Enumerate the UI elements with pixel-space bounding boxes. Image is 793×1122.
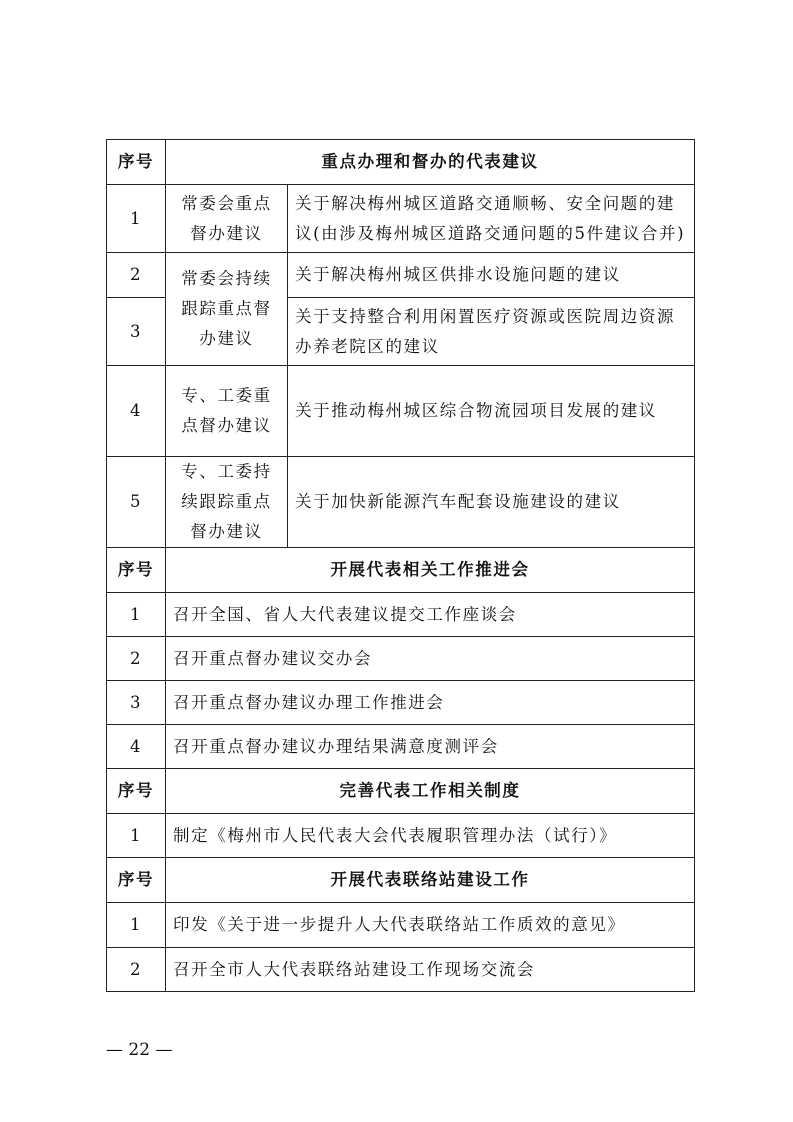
table-row bbox=[107, 185, 695, 253]
table-row bbox=[107, 366, 695, 457]
section-title: 重点办理和督办的代表建议 bbox=[166, 140, 695, 185]
row-text: 关于解决梅州城区供排水设施问题的建议 bbox=[288, 253, 695, 298]
table-row bbox=[107, 725, 695, 769]
header-no: 序号 bbox=[107, 548, 166, 593]
row-text: 关于推动梅州城区综合物流园项目发展的建议 bbox=[288, 366, 695, 457]
table-row bbox=[107, 903, 695, 948]
row-category: 常委会持续跟踪重点督办建议 bbox=[166, 253, 288, 366]
header-no: 序号 bbox=[107, 858, 166, 903]
page-number: — 22 — bbox=[106, 1040, 173, 1060]
row-number: 2 bbox=[107, 637, 166, 681]
row-number: 1 bbox=[107, 814, 166, 858]
row-number: 2 bbox=[107, 948, 166, 992]
table-row bbox=[107, 814, 695, 858]
table-row bbox=[107, 253, 695, 298]
row-category: 常委会重点督办建议 bbox=[166, 185, 288, 253]
row-category: 专、工委重点督办建议 bbox=[166, 366, 288, 457]
row-text: 关于加快新能源汽车配套设施建设的建议 bbox=[288, 457, 695, 548]
row-text: 召开全市人大代表联络站建设工作现场交流会 bbox=[166, 948, 695, 992]
table-row bbox=[107, 457, 695, 548]
row-text: 制定《梅州市人民代表大会代表履职管理办法（试行）》 bbox=[166, 814, 695, 858]
section-header-row bbox=[107, 858, 695, 903]
row-number: 4 bbox=[107, 366, 166, 457]
table-row bbox=[107, 948, 695, 992]
proposal-table bbox=[106, 139, 695, 992]
section-title: 完善代表工作相关制度 bbox=[166, 769, 695, 814]
header-no: 序号 bbox=[107, 140, 166, 185]
row-text: 召开重点督办建议办理结果满意度测评会 bbox=[166, 725, 695, 769]
section-title: 开展代表联络站建设工作 bbox=[166, 858, 695, 903]
table-row bbox=[107, 681, 695, 725]
section-header-row bbox=[107, 548, 695, 593]
row-number: 3 bbox=[107, 681, 166, 725]
row-number: 5 bbox=[107, 457, 166, 548]
row-number: 1 bbox=[107, 903, 166, 948]
header-no: 序号 bbox=[107, 769, 166, 814]
section-title: 开展代表相关工作推进会 bbox=[166, 548, 695, 593]
row-number: 1 bbox=[107, 185, 166, 253]
section-header-row bbox=[107, 140, 695, 185]
row-text: 召开全国、省人大代表建议提交工作座谈会 bbox=[166, 593, 695, 637]
section-header-row bbox=[107, 769, 695, 814]
row-number: 2 bbox=[107, 253, 166, 298]
row-text: 关于解决梅州城区道路交通顺畅、安全问题的建议(由涉及梅州城区道路交通问题的5件建议合并) bbox=[288, 185, 695, 253]
row-number: 4 bbox=[107, 725, 166, 769]
table-row bbox=[107, 637, 695, 681]
row-text: 召开重点督办建议交办会 bbox=[166, 637, 695, 681]
row-text: 印发《关于进一步提升人大代表联络站工作质效的意见》 bbox=[166, 903, 695, 948]
table-row bbox=[107, 593, 695, 637]
row-text: 关于支持整合利用闲置医疗资源或医院周边资源办养老院区的建议 bbox=[288, 298, 695, 366]
row-text: 召开重点督办建议办理工作推进会 bbox=[166, 681, 695, 725]
row-number: 3 bbox=[107, 298, 166, 366]
row-category: 专、工委持续跟踪重点督办建议 bbox=[166, 457, 288, 548]
row-number: 1 bbox=[107, 593, 166, 637]
